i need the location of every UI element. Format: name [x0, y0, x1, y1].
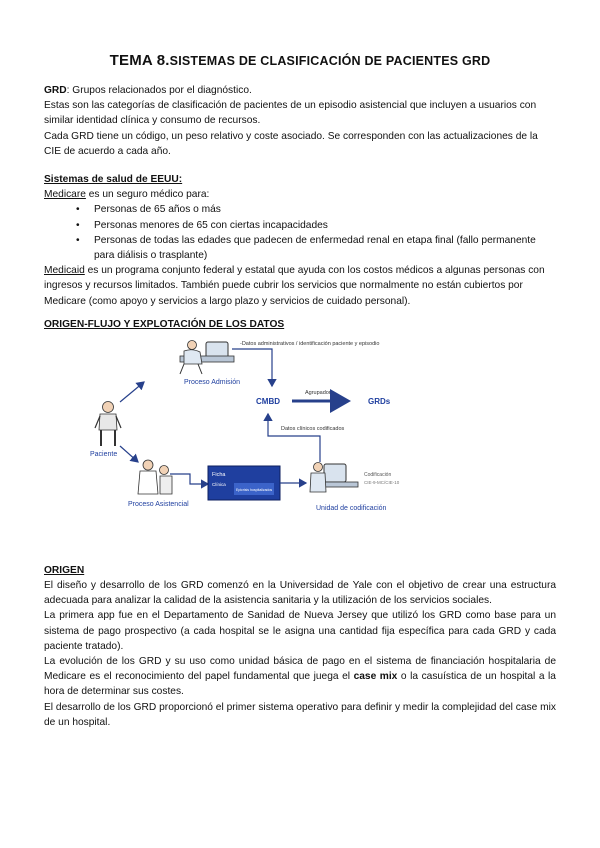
origen-heading: ORIGEN: [44, 565, 85, 576]
medicaid-def: es un programa conjunto federal y estatal que ayuda con los costos médicos a algunas personas con ingresos y recursos limitados. También puede cubrir los servicios que normalmente no están cubiertos por Medicare (como apoyo y servicios a largo plazo y servicios de cuidado personal).: [44, 265, 545, 307]
page-title: [0, 52, 600, 69]
list-item: • Personas de 65 años o más: [76, 202, 556, 217]
grd-def: : Grupos relacionados por el diagnóstico.: [66, 85, 252, 96]
codificacion-sub-label: CIE-9-MC/CIE-10: [364, 480, 400, 485]
data-flow-diagram: [80, 334, 440, 534]
care-process-icon: [138, 460, 172, 494]
medicare-def: es un seguro médico para:: [85, 189, 210, 201]
coding-unit-icon: [310, 463, 358, 493]
intro-block: [44, 83, 556, 159]
admission-clerk-icon: [180, 341, 234, 375]
coding-to-cmbd-arrow: [268, 414, 320, 462]
care-to-record-arrow: [170, 474, 208, 484]
medicare-bullet-list: [44, 202, 556, 263]
origen-paragraph-1: El diseño y desarrollo de los GRD comenzó en la Universidad de Yale con el objetivo de crear una estructura adecuada para analizar la calidad de la asistencia sanitaria y la utilización de los servicios sociales.: [44, 580, 556, 607]
grd-label: GRD: [44, 85, 67, 96]
cmbd-label: CMBD: [256, 397, 280, 406]
patient-to-care-arrow: [120, 446, 138, 462]
eeuu-heading: Sistemas de salud de EEUU:: [44, 174, 183, 185]
origen-block: [44, 578, 556, 730]
patient-icon: [95, 402, 121, 447]
title-text: SISTEMAS DE CLASIFICACIÓN DE PACIENTES GRD: [169, 54, 491, 68]
origen-paragraph-2: La primera app fue en el Departamento de Sanidad de Nueva Jersey que utilizó los GRD como base para un sistema de pago prospectivo (a cada hospital se le asigna una cantidad fija específica para cada GRD y cada paciente tratado).: [44, 610, 556, 652]
list-item: • Personas menores de 65 con ciertas incapacidades: [76, 218, 556, 233]
origen-paragraph-4: El desarrollo de los GRD proporcionó el primer sistema operativo para definir y medir la complejidad del case mix de un hospital.: [44, 701, 556, 728]
codificacion-label: Codificación: [364, 472, 392, 478]
paciente-label: Paciente: [90, 451, 118, 458]
clinica-label: Clínica: [212, 482, 226, 487]
origen-paragraph-3: [44, 654, 556, 700]
patient-to-admission-arrow: [120, 382, 144, 402]
origen-p3-part-b: o la casuística de un hospital a la hora de determinar sus costes.: [44, 671, 556, 698]
medicaid-term: Medicaid: [44, 265, 85, 277]
intro-line-2: Cada GRD tiene un código, un peso relativo y coste asociado. Se corresponden con las actualizaciones de la CIE de acuerdo a cada año.: [44, 130, 538, 157]
title-number: TEMA 8.: [109, 52, 170, 69]
origen-p3-part-a: La evolución de los GRD y su uso como unidad básica de pago en el sistema de financiación hospitalaria de Medicare es el reconocimiento del papel fundamental que juega el: [44, 656, 556, 683]
grd-definition: [44, 83, 556, 98]
medicaid-paragraph: [44, 263, 556, 309]
admin-data-label: -Datos administrativos / identificación paciente y episodio: [240, 341, 380, 347]
proceso-asistencial-label: Proceso Asistencial: [128, 501, 189, 508]
epicrisis-label: Epicrisis hospitalizados: [236, 488, 273, 492]
medicare-intro: [44, 187, 556, 202]
datos-clinicos-label: Datos clínicos codificados: [281, 426, 345, 432]
proceso-admision-label: Proceso Admisión: [184, 379, 241, 386]
ficha-label: Ficha: [212, 472, 226, 478]
list-item: • Personas de todas las edades que padecen de enfermedad renal en etapa final (fallo permanente para diálisis o trasplante): [76, 233, 556, 263]
agrupador-label: Agrupador: [305, 390, 331, 396]
eeuu-block: [44, 172, 556, 309]
medicare-term: Medicare: [44, 189, 86, 201]
grds-label: GRDs: [368, 397, 391, 406]
flow-heading: ORIGEN-FLUJO Y EXPLOTACIÓN DE LOS DATOS: [44, 319, 285, 330]
case-mix-term: case mix: [353, 671, 398, 683]
unidad-codificacion-label: Unidad de codificación: [316, 505, 387, 512]
intro-line-1: Estas son las categorías de clasificación de pacientes de un episodio asistencial que incluyen a usuarios con similar identidad clínica y consumo de recursos.: [44, 100, 537, 127]
